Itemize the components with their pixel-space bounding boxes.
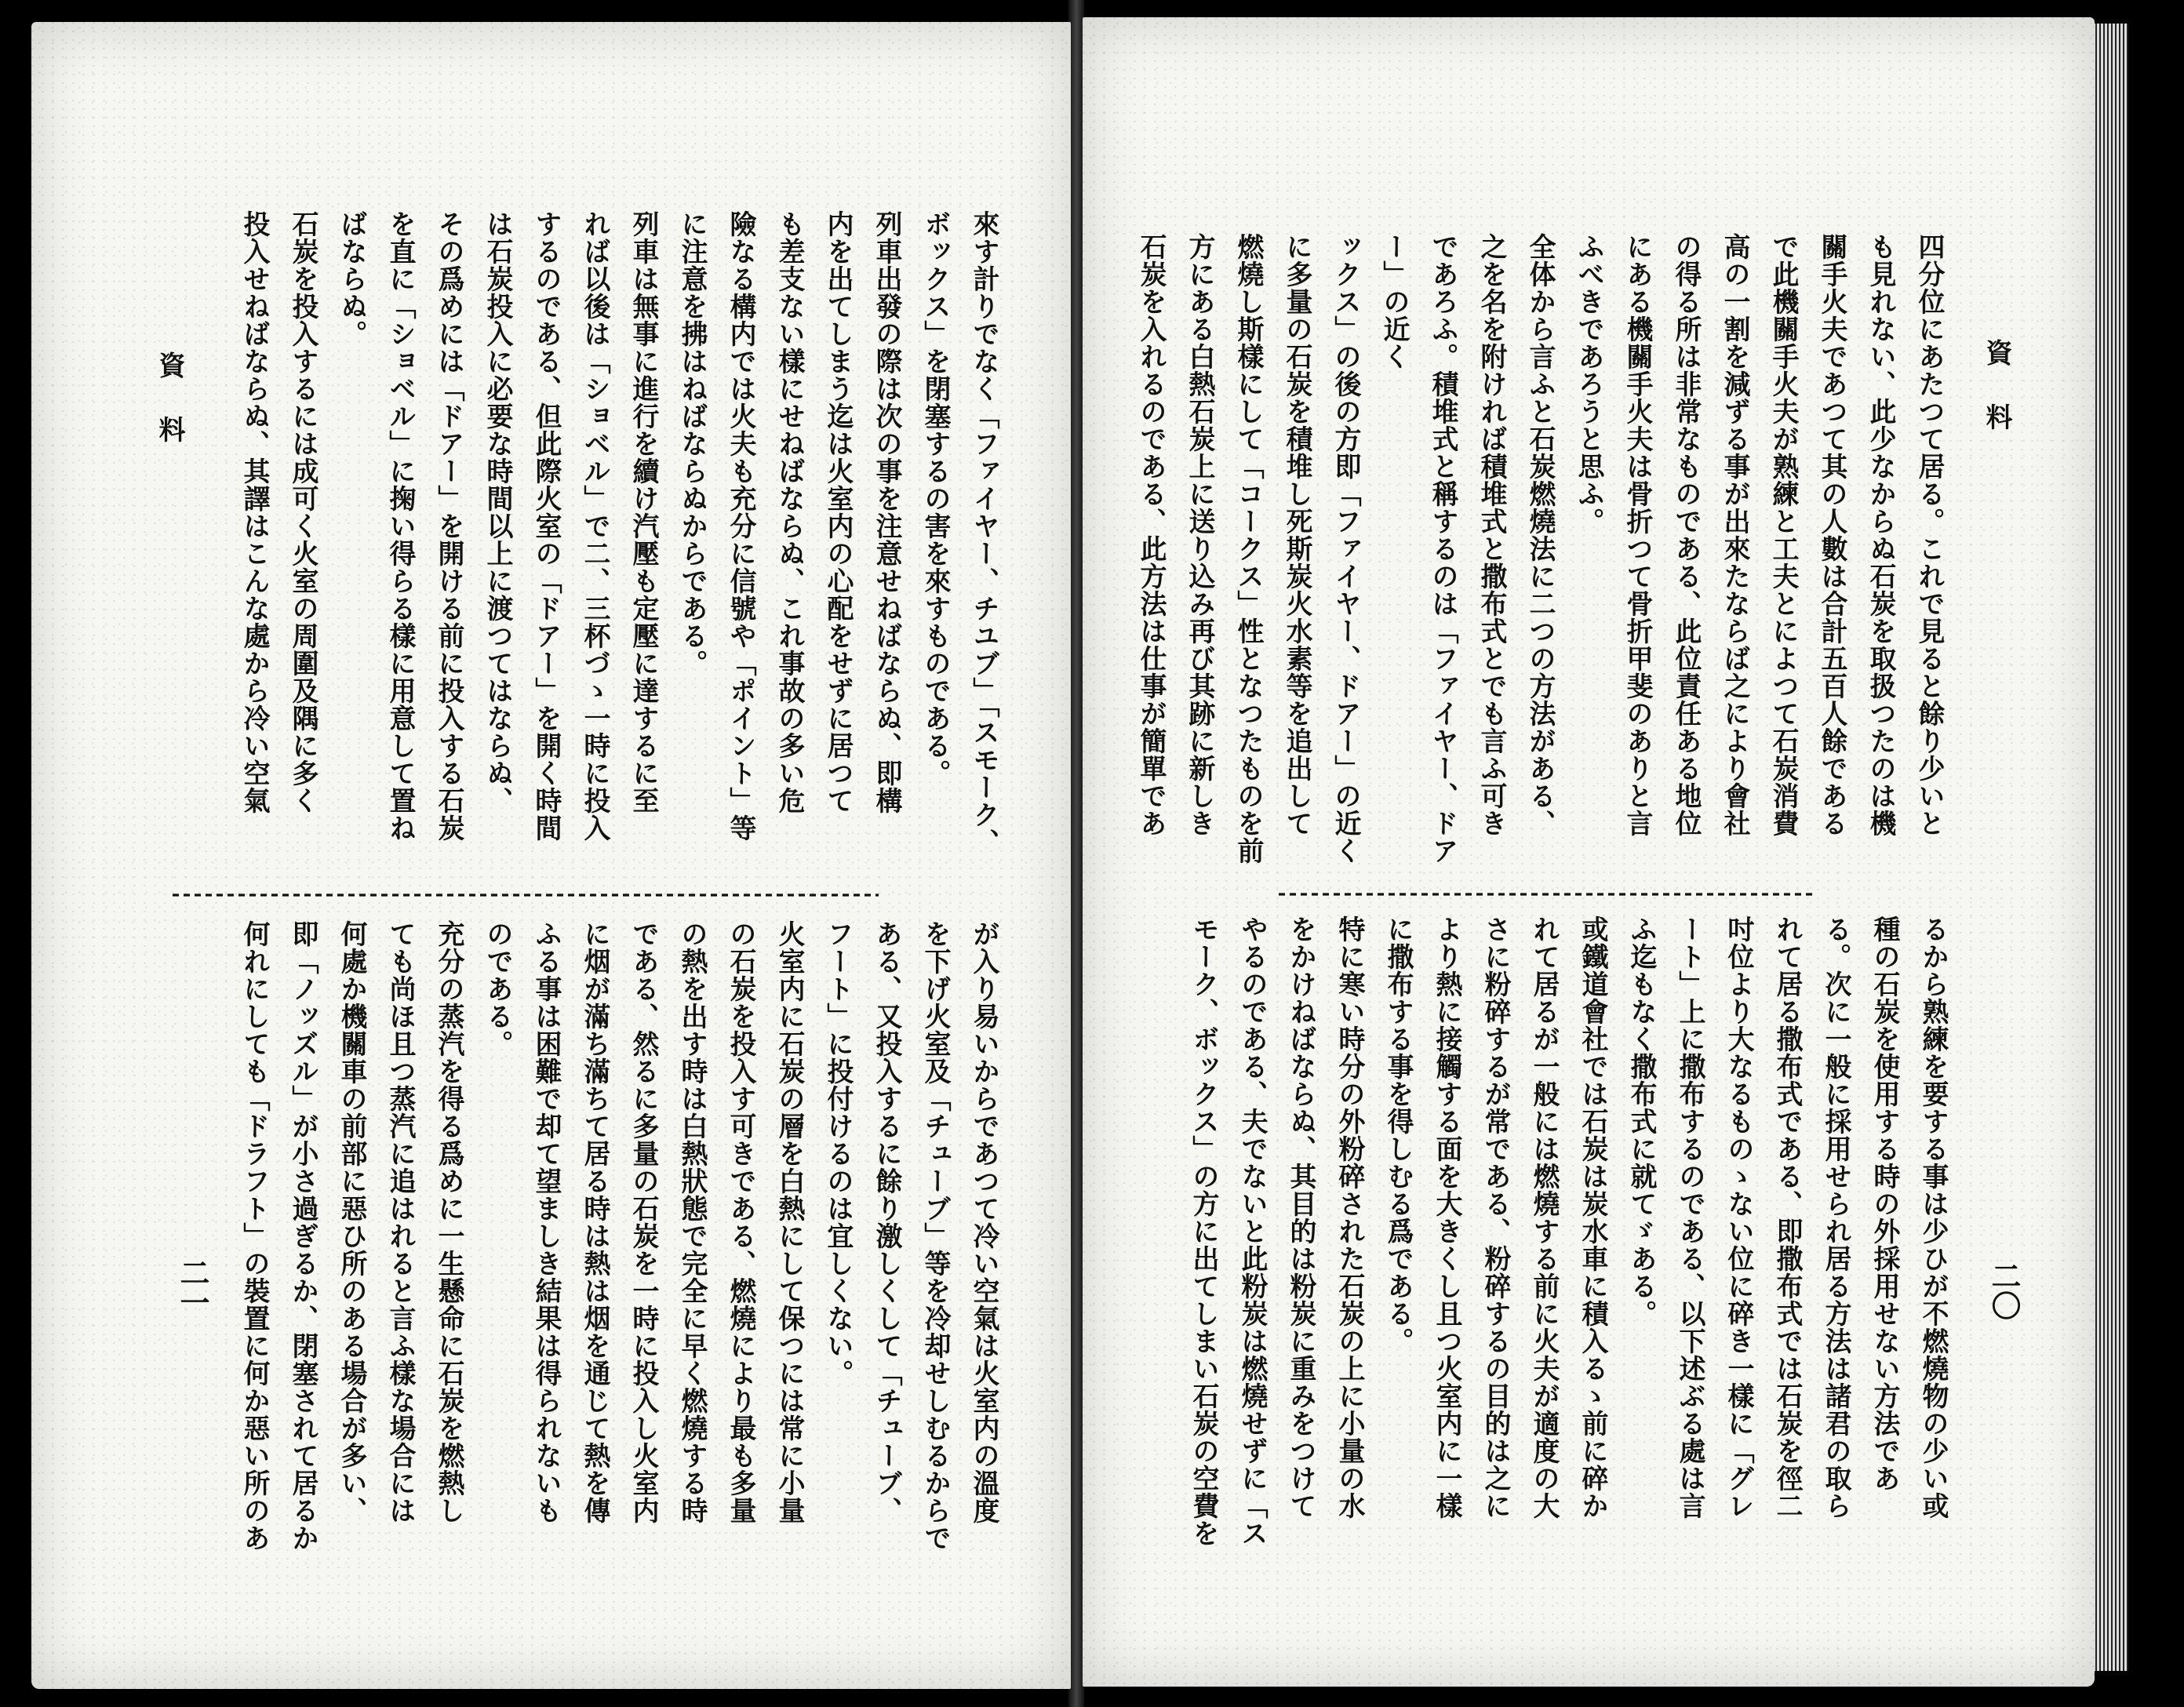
- text-line: 石炭を入れるのである、此方法は仕事が簡單であ: [1135, 233, 1167, 837]
- right-running-header: 資料: [1981, 339, 2012, 468]
- text-line: 燃燒し斯樣にして「コークス」性となつたものを前: [1232, 233, 1264, 864]
- text-line: れて居るが一般には燃燒する前に火夫が適度の大: [1528, 915, 1560, 1520]
- text-line: で此機關手火夫が熟練と工夫とによつて石炭消費: [1767, 233, 1799, 837]
- text-line: にある機關手火夫は骨折つて骨折甲斐のありと言: [1622, 233, 1653, 837]
- text-line: より熱に接觸する面を大きくし且つ火室内に一樣: [1431, 915, 1462, 1520]
- book-gutter: [1068, 0, 1084, 1707]
- text-line: が入り易いからであつて冷い空氣は火室内の溫度: [968, 920, 999, 1524]
- text-line: 吋位より大なるものゝない位に碎き一樣に「グレ: [1723, 915, 1754, 1520]
- text-line: る。次に一般に採用せられ居る方法は諸君の取ら: [1820, 915, 1851, 1520]
- text-line: の熱を出す時は白熱狀態で完全に早く燃燒する時: [676, 920, 708, 1524]
- text-line: 關手火夫であつて其の人數は合計五百人餘である: [1816, 233, 1847, 837]
- text-line: をかけねばならぬ、其目的は粉炭に重みをつけて: [1285, 915, 1316, 1520]
- text-line: フート」に投付けるのは宜しくない。: [822, 920, 854, 1387]
- text-line: に撒布する事を得しむる爲である。: [1382, 915, 1414, 1355]
- right-top-text-block: [1127, 233, 1953, 884]
- text-line: ある、又投入するに餘り激しくして「チューブ、: [871, 920, 902, 1524]
- text-line: やるのである、夫でないと此粉炭は燃燒せずに「ス: [1236, 915, 1268, 1547]
- text-line: 火室内に石炭の層を白熱にして保つには常に小量: [774, 920, 805, 1524]
- text-line: 來す計りでなく「ファイヤー、チユブ」「スモーク、: [968, 210, 999, 856]
- text-line: 全体から言ふと石炭燃燒法に二つの方法がある、: [1524, 233, 1556, 837]
- text-line: 何處か機關車の前部に惡ひ所のある場合が多い、: [336, 920, 367, 1524]
- text-line: の石炭を投入す可きである、燃燒により最も多量: [725, 920, 756, 1524]
- text-line: ても尚ほ且つ蒸汽に追はれると言ふ樣な場合には: [384, 920, 416, 1524]
- text-line: ックス」の後の方即「ファイヤー、ドアー」の近く: [1330, 233, 1361, 864]
- text-line: ボックス」を閉塞するの害を來すものである。: [919, 210, 951, 787]
- left-page-number: 二一: [175, 1258, 210, 1317]
- right-bottom-text-block: [1179, 915, 1957, 1614]
- text-line: 内を出てしまう迄は火室内の心配をせずに居つて: [822, 210, 854, 814]
- section-divider: [173, 889, 879, 901]
- text-line: 即「ノッズル」が小さ過ぎるか、閉塞されて居るか: [287, 920, 318, 1552]
- text-line: 方にある白熱石炭上に送り込み再び其跡に新しき: [1184, 233, 1215, 837]
- text-line: 列車出發の際は次の事を注意せねばならぬ、即構: [871, 210, 902, 814]
- left-top-text-block: [230, 210, 1008, 877]
- text-line: ふべきであろうと思ふ。: [1573, 233, 1604, 535]
- text-line: 特に寒い時分の外粉碎された石炭の上に小量の水: [1334, 915, 1365, 1520]
- left-bottom-text-block: [230, 920, 1008, 1618]
- text-line: 險なる構内では火夫も充分に信號や「ポイント」等: [725, 210, 756, 842]
- left-page: [31, 22, 1071, 1689]
- text-line: 四分位にあたつて居る。これで見ると餘り少いと: [1913, 233, 1945, 837]
- text-line: するのである、但此際火室の「ドアー」を開く時間: [530, 210, 562, 842]
- text-line: 高の一割を減ずる事が出來たならば之により會社: [1719, 233, 1750, 837]
- text-line: 種の石炭を使用する時の外採用せない方法であ: [1869, 915, 1900, 1492]
- text-line: のである。: [482, 920, 513, 1057]
- text-line: ふ迄もなく撒布式に就てゞある。: [1625, 915, 1657, 1327]
- text-line: モーク、ボックス」の方に出てしまい石炭の空費を: [1188, 915, 1219, 1547]
- text-line: の得る所は非常なものである、此位責任ある地位: [1670, 233, 1702, 837]
- text-line: 或鐵道會社では石炭は炭水車に積入るゝ前に碎か: [1577, 915, 1608, 1520]
- text-line: である、然るに多量の石炭を一時に投入し火室内: [628, 920, 659, 1524]
- text-line: に多量の石炭を積堆し死斯炭火水素等を追出して: [1281, 233, 1312, 837]
- text-line: 石炭を投入するには成可く火室の周圍及隅に多く: [287, 210, 318, 814]
- text-line: ばならぬ。: [336, 210, 367, 348]
- text-line: るから熟練を要する事は少ひが不燃燒物の少い或: [1917, 915, 1949, 1520]
- text-line: ート」上に撒布するのである、以下述ぶる處は言: [1674, 915, 1705, 1520]
- text-line: 充分の蒸汽を得る爲めに一生懸命に石炭を燃熱し: [433, 920, 464, 1524]
- right-page: [1083, 17, 2095, 1687]
- text-line: れば以後は「ショベル」で二、三杯づゝ一時に投入: [579, 210, 610, 842]
- text-line: は石炭投入に必要な時間以上に渡つてはならぬ、: [482, 210, 513, 814]
- text-line: ふる事は困難で却て望ましき結果は得られないも: [530, 920, 562, 1524]
- left-running-header: 資料: [154, 351, 185, 480]
- text-line: 之を名を附ければ積堆式と撒布式とでも言ふ可き: [1476, 233, 1507, 837]
- right-page-number: 二〇: [1986, 1261, 2022, 1320]
- text-line: 列車は無事に進行を續け汽壓も定壓に達するに至: [628, 210, 659, 814]
- text-line: も見れない、此少なからぬ石炭を取扱つたのは機: [1865, 233, 1896, 837]
- text-line: に烟が滿ち滿ちて居る時は熱は烟を通じて熱を傳: [579, 920, 610, 1524]
- text-line: を下げ火室及「チューブ」等を冷却せしむるからで: [919, 920, 951, 1552]
- text-line: 何れにしても「ドラフト」の裝置に何か惡い所のあ: [238, 920, 270, 1552]
- text-line: その爲めには「ドアー」を開ける前に投入する石炭: [433, 210, 464, 842]
- text-line: に注意を拂はねばならぬからである。: [676, 210, 708, 677]
- text-line: れて居る撒布式である、即撒布式では石炭を徑二: [1771, 915, 1803, 1520]
- text-line: さに粉碎するが常である、粉碎するの目的は之に: [1480, 915, 1511, 1520]
- text-line: であろふ。積堆式と稱するのは「ファイヤー、ドアー」の近く: [1378, 233, 1458, 864]
- page-edges: [2093, 24, 2128, 1671]
- section-divider: [1279, 888, 1812, 901]
- text-line: も差支ない樣にせねばならぬ、これ事故の多い危: [774, 210, 805, 814]
- text-line: 投入せねばならぬ、其譯はこんな處から冷い空氣: [238, 210, 270, 814]
- text-line: を直に「ショベル」に掬い得らる樣に用意して置ね: [384, 210, 416, 842]
